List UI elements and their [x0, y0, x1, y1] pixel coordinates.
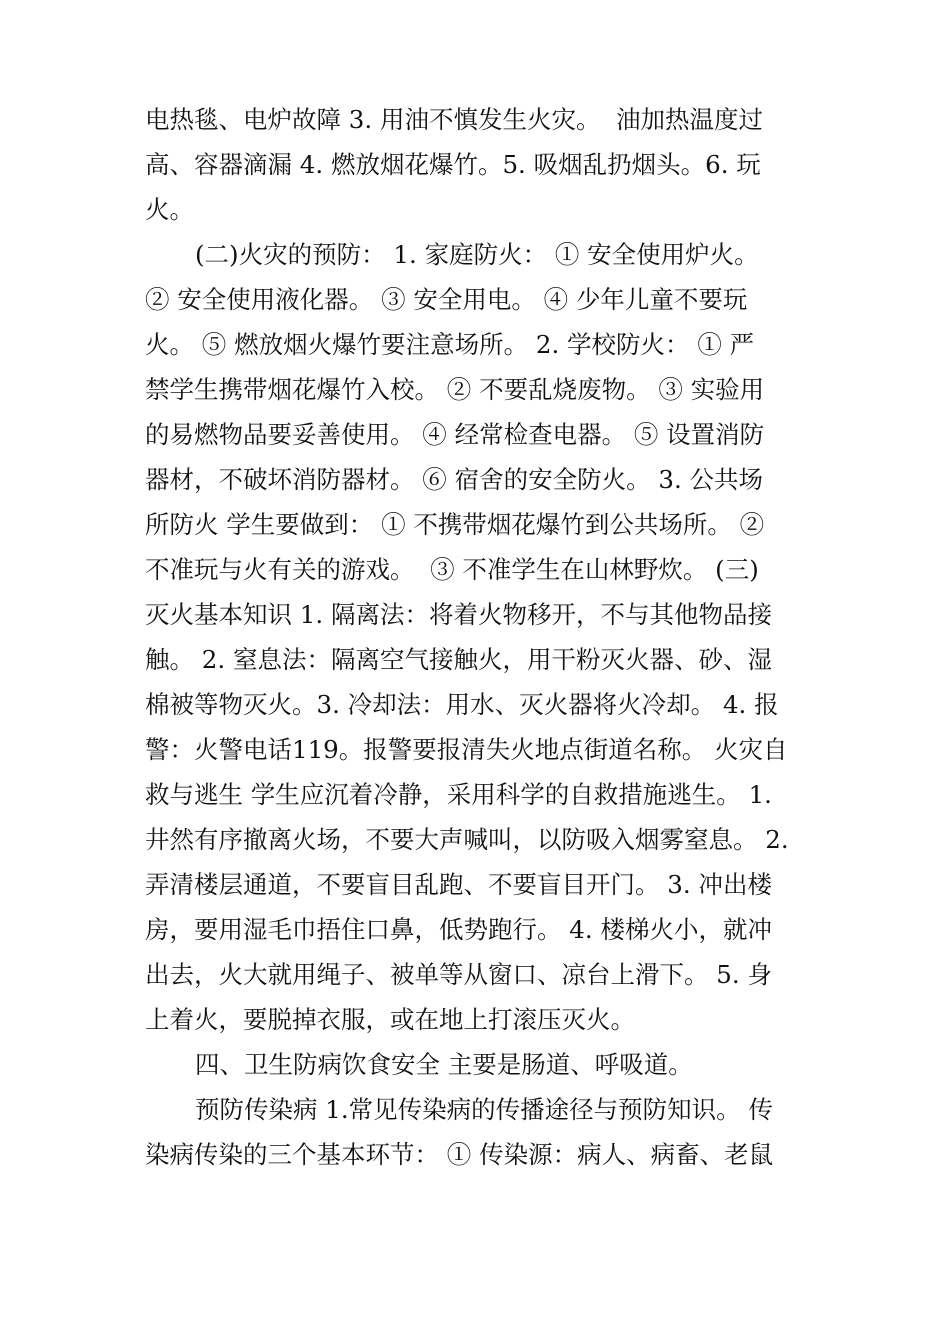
text-line: 救与逃生 学生应沉着冷静，采用科学的自救措施逃生。 1. [145, 780, 772, 809]
text-line: ② 安全使用液化器。 ③ 安全用电。 ④ 少年儿童不要玩 [145, 285, 748, 314]
text-line: 高、容器滴漏 4. 燃放烟花爆竹。5. 吸烟乱扔烟头。6. 玩 [145, 150, 761, 179]
text-line: 井然有序撤离火场，不要大声喊叫，以防吸入烟雾窒息。 2. [145, 825, 789, 854]
text-line: 火。 [145, 195, 194, 224]
text-line: 四、卫生防病饮食安全 主要是肠道、呼吸道。 [195, 1050, 693, 1079]
text-line: 出去，火大就用绳子、被单等从窗口、凉台上滑下。 5. 身 [145, 960, 772, 989]
text-line: 的易燃物品要妥善使用。 ④ 经常检查电器。 ⑤ 设置消防 [145, 420, 765, 449]
text-line: 触。 2. 窒息法：隔离空气接触火，用干粉灭火器、砂、湿 [145, 645, 772, 674]
text-line: 不准玩与火有关的游戏。 ③ 不准学生在山林野炊。 (三) [145, 555, 759, 584]
text-line: 染病传染的三个基本环节： ① 传染源：病人、病畜、老鼠 [145, 1140, 774, 1169]
text-line: (二)火灾的预防： 1. 家庭防火： ① 安全使用炉火。 [195, 240, 759, 269]
text-line: 禁学生携带烟花爆竹入校。 ② 不要乱烧废物。 ③ 实验用 [145, 375, 765, 404]
text-line: 火。 ⑤ 燃放烟火爆竹要注意场所。 2. 学校防火： ① 严 [145, 330, 755, 359]
text-line: 所防火 学生要做到： ① 不携带烟花爆竹到公共场所。 ② [145, 510, 765, 539]
text-line: 棉被等物灭火。3. 冷却法：用水、灭火器将火冷却。 4. 报 [145, 690, 779, 719]
text-line: 弄清楼层通道，不要盲目乱跑、不要盲目开门。 3. 冲出楼 [145, 870, 772, 899]
text-line: 上着火，要脱掉衣服，或在地上打滚压灭火。 [145, 1005, 635, 1034]
text-line: 预防传染病 1.常见传染病的传播途径与预防知识。 传 [195, 1095, 773, 1124]
text-line: 电热毯、电炉故障 3. 用油不慎发生火灾。 油加热温度过 [145, 105, 764, 134]
text-line: 灭火基本知识 1. 隔离法：将着火物移开，不与其他物品接 [145, 600, 772, 629]
text-line: 警：火警电话119。报警要报清失火地点街道名称。 火灾自 [145, 735, 788, 764]
text-line: 房，要用湿毛巾捂住口鼻，低势跑行。 4. 楼梯火小，就冲 [145, 915, 772, 944]
text-line: 器材，不破坏消防器材。 ⑥ 宿舍的安全防火。 3. 公共场 [145, 465, 764, 494]
